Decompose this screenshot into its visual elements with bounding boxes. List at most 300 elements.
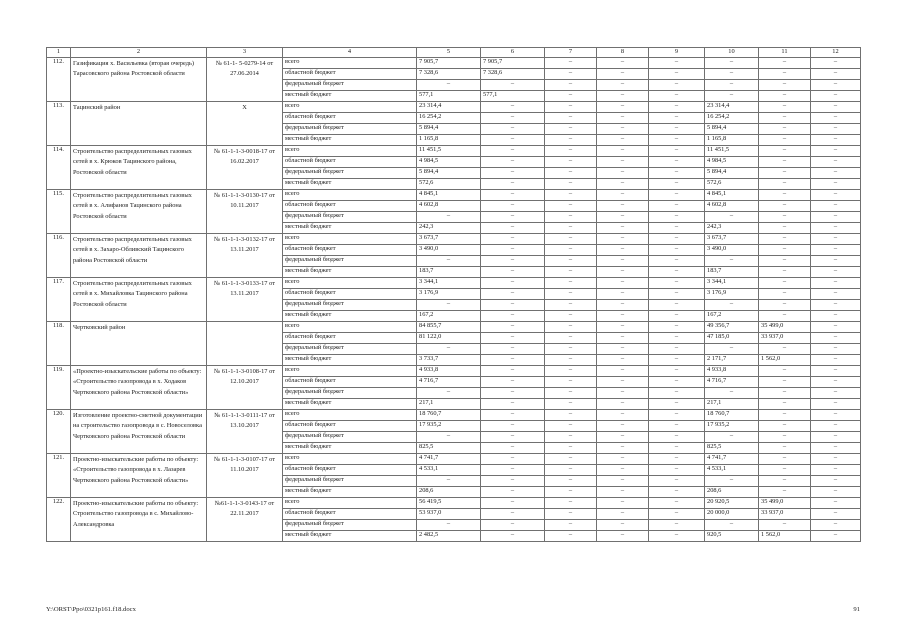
amount-cell: – xyxy=(545,399,597,410)
amount-cell: – xyxy=(545,476,597,487)
amount-cell: – xyxy=(759,487,811,498)
funding-source: всего xyxy=(283,234,417,245)
amount-cell: – xyxy=(597,201,649,212)
amount-cell: – xyxy=(597,102,649,113)
amount-cell: – xyxy=(545,454,597,465)
document-number: № 61-1-1-3-0018-17 от 16.02.2017 xyxy=(207,146,283,190)
amount-cell: 2 171,7 xyxy=(705,355,759,366)
amount-cell: – xyxy=(649,487,705,498)
document-number: № 61-1-1-3-0130-17 от 10.11.2017 xyxy=(207,190,283,234)
amount-cell: – xyxy=(649,223,705,234)
amount-cell: – xyxy=(597,509,649,520)
amount-cell: – xyxy=(481,465,545,476)
amount-cell: – xyxy=(481,256,545,267)
amount-cell: – xyxy=(811,333,861,344)
amount-cell: – xyxy=(811,256,861,267)
amount-cell: – xyxy=(417,212,481,223)
column-header: 1 xyxy=(47,48,71,58)
amount-cell: – xyxy=(545,69,597,80)
amount-cell: – xyxy=(811,146,861,157)
column-header: 12 xyxy=(811,48,861,58)
row-number: 112. xyxy=(47,58,71,102)
amount-cell: – xyxy=(759,289,811,300)
amount-cell: 35 499,0 xyxy=(759,322,811,333)
row-number: 116. xyxy=(47,234,71,278)
object-name: Строительство распределительных газовых сетей в х. Алифанов Тацинского района Ростовской области xyxy=(71,190,207,234)
amount-cell: – xyxy=(649,454,705,465)
amount-cell: – xyxy=(759,300,811,311)
table-row xyxy=(47,498,861,509)
amount-cell: – xyxy=(481,168,545,179)
amount-cell: – xyxy=(481,355,545,366)
amount-cell: 84 855,7 xyxy=(417,322,481,333)
amount-cell: 5 894,4 xyxy=(417,124,481,135)
amount-cell: – xyxy=(597,168,649,179)
amount-cell: – xyxy=(597,113,649,124)
amount-cell: – xyxy=(597,289,649,300)
amount-cell: – xyxy=(649,443,705,454)
amount-cell: – xyxy=(649,234,705,245)
amount-cell: 3 344,1 xyxy=(705,278,759,289)
column-header: 11 xyxy=(759,48,811,58)
column-header: 6 xyxy=(481,48,545,58)
amount-cell: – xyxy=(545,223,597,234)
amount-cell: – xyxy=(545,520,597,531)
amount-cell: – xyxy=(545,531,597,542)
amount-cell: 20 000,0 xyxy=(705,509,759,520)
row-number: 113. xyxy=(47,102,71,146)
amount-cell: 16 254,2 xyxy=(417,113,481,124)
object-name: Чертковский район xyxy=(71,322,207,366)
amount-cell: – xyxy=(417,388,481,399)
amount-cell: – xyxy=(481,399,545,410)
amount-cell: – xyxy=(649,113,705,124)
funding-source: областной бюджет xyxy=(283,69,417,80)
amount-cell: – xyxy=(649,333,705,344)
amount-cell: – xyxy=(545,201,597,212)
amount-cell: 1 165,8 xyxy=(417,135,481,146)
amount-cell: – xyxy=(811,80,861,91)
amount-cell: – xyxy=(545,80,597,91)
amount-cell: – xyxy=(649,69,705,80)
funding-source: местный бюджет xyxy=(283,311,417,322)
funding-source: федеральный бюджет xyxy=(283,388,417,399)
amount-cell: – xyxy=(481,135,545,146)
amount-cell: – xyxy=(759,91,811,102)
amount-cell: – xyxy=(597,465,649,476)
amount-cell: – xyxy=(649,311,705,322)
row-number: 114. xyxy=(47,146,71,190)
object-name: Проектно-изыскательские работы по объекту: «Строительство газопровода в х. Лазарев Чертковского района Ростовской области» xyxy=(71,454,207,498)
amount-cell: – xyxy=(649,124,705,135)
funding-source: федеральный бюджет xyxy=(283,344,417,355)
table-body xyxy=(47,58,861,542)
amount-cell: 183,7 xyxy=(417,267,481,278)
amount-cell: – xyxy=(597,432,649,443)
amount-cell: – xyxy=(481,223,545,234)
amount-cell: – xyxy=(481,190,545,201)
amount-cell: – xyxy=(759,443,811,454)
header-row xyxy=(47,48,861,58)
amount-cell: 5 894,4 xyxy=(705,168,759,179)
document-number: Х xyxy=(207,102,283,146)
amount-cell: 572,6 xyxy=(705,179,759,190)
funding-source: областной бюджет xyxy=(283,245,417,256)
amount-cell: – xyxy=(759,102,811,113)
amount-cell: – xyxy=(545,410,597,421)
amount-cell: 4 741,7 xyxy=(705,454,759,465)
document-number: № 61-1-1-3-0133-17 от 13.11.2017 xyxy=(207,278,283,322)
document-number: № 61-1-1-3-0108-17 от 12.10.2017 xyxy=(207,366,283,410)
document-number: №61-1-1-3-0143-17 от 22.11.2017 xyxy=(207,498,283,542)
amount-cell: – xyxy=(597,124,649,135)
amount-cell: – xyxy=(545,113,597,124)
object-name: Строительство распределительных газовых сетей в х. Захаро-Обливский Тацинского района Ростовской области xyxy=(71,234,207,278)
amount-cell: – xyxy=(705,80,759,91)
amount-cell: – xyxy=(811,58,861,69)
amount-cell: 920,5 xyxy=(705,531,759,542)
funding-source: федеральный бюджет xyxy=(283,80,417,91)
amount-cell: – xyxy=(811,487,861,498)
row-number: 115. xyxy=(47,190,71,234)
column-header: 5 xyxy=(417,48,481,58)
amount-cell: 2 482,5 xyxy=(417,531,481,542)
amount-cell: 3 733,7 xyxy=(417,355,481,366)
amount-cell: – xyxy=(811,69,861,80)
object-name: Строительство распределительных газовых сетей в х. Крюков Тацинского района, Ростовской области xyxy=(71,146,207,190)
funding-source: местный бюджет xyxy=(283,531,417,542)
amount-cell: – xyxy=(597,520,649,531)
funding-source: всего xyxy=(283,278,417,289)
amount-cell: – xyxy=(705,256,759,267)
amount-cell: – xyxy=(811,377,861,388)
amount-cell: – xyxy=(481,311,545,322)
amount-cell: – xyxy=(811,179,861,190)
amount-cell: – xyxy=(481,124,545,135)
amount-cell: – xyxy=(481,113,545,124)
amount-cell: – xyxy=(759,223,811,234)
amount-cell: – xyxy=(545,333,597,344)
funding-source: областной бюджет xyxy=(283,201,417,212)
amount-cell: – xyxy=(811,278,861,289)
amount-cell: – xyxy=(481,179,545,190)
object-name: Изготовление проектно-сметной документации на строительство газопровода в с. Новоселовка Чертковского района Ростовской области xyxy=(71,410,207,454)
amount-cell: – xyxy=(811,91,861,102)
amount-cell: – xyxy=(417,476,481,487)
amount-cell: – xyxy=(597,69,649,80)
table-row xyxy=(47,234,861,245)
amount-cell: – xyxy=(481,498,545,509)
amount-cell: – xyxy=(811,124,861,135)
amount-cell: – xyxy=(597,344,649,355)
amount-cell: – xyxy=(811,421,861,432)
amount-cell: – xyxy=(481,410,545,421)
object-name: Газификация х. Васильевка (вторая очередь) Тарасовского района Ростовской области xyxy=(71,58,207,102)
amount-cell: 4 984,5 xyxy=(417,157,481,168)
amount-cell: – xyxy=(705,520,759,531)
amount-cell: – xyxy=(545,146,597,157)
table-row xyxy=(47,278,861,289)
column-header: 3 xyxy=(207,48,283,58)
amount-cell: – xyxy=(597,333,649,344)
column-header: 2 xyxy=(71,48,207,58)
amount-cell: – xyxy=(545,432,597,443)
amount-cell: 4 984,5 xyxy=(705,157,759,168)
amount-cell: 3 673,7 xyxy=(705,234,759,245)
amount-cell: – xyxy=(811,454,861,465)
amount-cell: – xyxy=(649,355,705,366)
funding-source: областной бюджет xyxy=(283,421,417,432)
amount-cell: – xyxy=(759,278,811,289)
amount-cell: – xyxy=(545,179,597,190)
amount-cell: – xyxy=(705,58,759,69)
amount-cell: – xyxy=(705,476,759,487)
amount-cell: – xyxy=(545,124,597,135)
funding-source: местный бюджет xyxy=(283,487,417,498)
amount-cell: – xyxy=(481,366,545,377)
column-header: 10 xyxy=(705,48,759,58)
table-row xyxy=(47,322,861,333)
table-row xyxy=(47,146,861,157)
amount-cell: 17 935,2 xyxy=(705,421,759,432)
amount-cell: 18 760,7 xyxy=(417,410,481,421)
amount-cell: – xyxy=(417,344,481,355)
amount-cell: 3 490,0 xyxy=(705,245,759,256)
funding-source: местный бюджет xyxy=(283,91,417,102)
amount-cell: 11 451,5 xyxy=(705,146,759,157)
amount-cell: – xyxy=(811,443,861,454)
amount-cell: – xyxy=(545,168,597,179)
amount-cell: – xyxy=(545,267,597,278)
amount-cell: 16 254,2 xyxy=(705,113,759,124)
amount-cell: 47 185,0 xyxy=(705,333,759,344)
funding-source: всего xyxy=(283,102,417,113)
amount-cell: – xyxy=(481,476,545,487)
amount-cell: – xyxy=(759,135,811,146)
amount-cell: – xyxy=(759,465,811,476)
funding-source: федеральный бюджет xyxy=(283,212,417,223)
amount-cell: – xyxy=(597,234,649,245)
amount-cell: – xyxy=(597,388,649,399)
amount-cell: – xyxy=(759,80,811,91)
amount-cell: – xyxy=(649,377,705,388)
amount-cell: – xyxy=(481,520,545,531)
amount-cell: – xyxy=(649,300,705,311)
amount-cell: – xyxy=(811,344,861,355)
table-row xyxy=(47,366,861,377)
funding-source: федеральный бюджет xyxy=(283,520,417,531)
amount-cell: 23 314,4 xyxy=(417,102,481,113)
amount-cell: – xyxy=(649,146,705,157)
amount-cell: – xyxy=(811,498,861,509)
amount-cell: – xyxy=(417,300,481,311)
amount-cell: – xyxy=(759,520,811,531)
amount-cell: – xyxy=(811,223,861,234)
amount-cell: – xyxy=(759,410,811,421)
amount-cell: – xyxy=(597,531,649,542)
amount-cell: – xyxy=(811,399,861,410)
row-number: 117. xyxy=(47,278,71,322)
amount-cell: – xyxy=(597,146,649,157)
amount-cell: – xyxy=(705,69,759,80)
amount-cell: 1 562,0 xyxy=(759,531,811,542)
amount-cell: – xyxy=(811,234,861,245)
amount-cell: 49 356,7 xyxy=(705,322,759,333)
amount-cell: – xyxy=(545,311,597,322)
funding-source: федеральный бюджет xyxy=(283,432,417,443)
amount-cell: – xyxy=(597,157,649,168)
amount-cell: – xyxy=(545,421,597,432)
document-number: № 61-1-1-3-0107-17 от 11.10.2017 xyxy=(207,454,283,498)
amount-cell: – xyxy=(811,311,861,322)
amount-cell: – xyxy=(811,509,861,520)
amount-cell: – xyxy=(545,245,597,256)
amount-cell: – xyxy=(417,520,481,531)
amount-cell: – xyxy=(545,355,597,366)
table-row xyxy=(47,410,861,421)
amount-cell: – xyxy=(545,234,597,245)
amount-cell: – xyxy=(597,267,649,278)
amount-cell: – xyxy=(597,498,649,509)
amount-cell: – xyxy=(811,520,861,531)
amount-cell: – xyxy=(545,135,597,146)
amount-cell: – xyxy=(649,388,705,399)
amount-cell: – xyxy=(649,278,705,289)
column-header: 4 xyxy=(283,48,417,58)
amount-cell: – xyxy=(649,80,705,91)
amount-cell: – xyxy=(481,322,545,333)
amount-cell: – xyxy=(545,366,597,377)
amount-cell: 242,3 xyxy=(705,223,759,234)
amount-cell: – xyxy=(705,91,759,102)
amount-cell: – xyxy=(597,80,649,91)
amount-cell: – xyxy=(759,179,811,190)
amount-cell: – xyxy=(481,333,545,344)
amount-cell: – xyxy=(811,201,861,212)
amount-cell: 4 716,7 xyxy=(417,377,481,388)
amount-cell: – xyxy=(481,146,545,157)
amount-cell: – xyxy=(597,58,649,69)
amount-cell: – xyxy=(481,388,545,399)
funding-source: всего xyxy=(283,366,417,377)
funding-source: местный бюджет xyxy=(283,355,417,366)
amount-cell: – xyxy=(759,454,811,465)
amount-cell: 7 328,6 xyxy=(417,69,481,80)
amount-cell: – xyxy=(811,245,861,256)
amount-cell: – xyxy=(649,410,705,421)
amount-cell: – xyxy=(545,58,597,69)
amount-cell: 7 905,7 xyxy=(417,58,481,69)
funding-source: всего xyxy=(283,322,417,333)
amount-cell: – xyxy=(811,102,861,113)
amount-cell: – xyxy=(597,476,649,487)
amount-cell: – xyxy=(481,212,545,223)
funding-source: областной бюджет xyxy=(283,509,417,520)
funding-source: федеральный бюджет xyxy=(283,256,417,267)
amount-cell: 5 894,4 xyxy=(417,168,481,179)
amount-cell: 1 562,0 xyxy=(759,355,811,366)
amount-cell: – xyxy=(597,311,649,322)
amount-cell: – xyxy=(597,212,649,223)
amount-cell: – xyxy=(545,509,597,520)
amount-cell: – xyxy=(759,69,811,80)
amount-cell: – xyxy=(545,190,597,201)
amount-cell: – xyxy=(649,190,705,201)
amount-cell: – xyxy=(481,300,545,311)
amount-cell: 3 344,1 xyxy=(417,278,481,289)
amount-cell: – xyxy=(705,388,759,399)
amount-cell: – xyxy=(481,454,545,465)
row-number: 119. xyxy=(47,366,71,410)
amount-cell: – xyxy=(811,355,861,366)
amount-cell: – xyxy=(545,388,597,399)
object-name: «Проектно-изыскательские работы по объекту: «Строительство газопровода в х. Ходаков Чертковского района Ростовской области» xyxy=(71,366,207,410)
amount-cell: – xyxy=(597,399,649,410)
amount-cell: – xyxy=(597,278,649,289)
amount-cell: 3 176,9 xyxy=(705,289,759,300)
amount-cell: – xyxy=(597,377,649,388)
amount-cell: – xyxy=(597,190,649,201)
amount-cell: – xyxy=(597,245,649,256)
amount-cell: – xyxy=(811,212,861,223)
funding-source: всего xyxy=(283,58,417,69)
amount-cell: 20 920,5 xyxy=(705,498,759,509)
amount-cell: – xyxy=(811,476,861,487)
amount-cell: 81 122,0 xyxy=(417,333,481,344)
amount-cell: – xyxy=(481,432,545,443)
amount-cell: 572,6 xyxy=(417,179,481,190)
amount-cell: – xyxy=(417,80,481,91)
amount-cell: – xyxy=(649,58,705,69)
amount-cell: – xyxy=(759,58,811,69)
amount-cell: 577,1 xyxy=(481,91,545,102)
table-row xyxy=(47,58,861,69)
amount-cell: – xyxy=(597,454,649,465)
amount-cell: – xyxy=(545,278,597,289)
funding-source: всего xyxy=(283,410,417,421)
object-name: Тацинский район xyxy=(71,102,207,146)
amount-cell: 35 499,0 xyxy=(759,498,811,509)
amount-cell: 1 165,8 xyxy=(705,135,759,146)
amount-cell: – xyxy=(649,179,705,190)
amount-cell: – xyxy=(649,531,705,542)
amount-cell: – xyxy=(597,91,649,102)
funding-source: всего xyxy=(283,190,417,201)
amount-cell: 4 845,1 xyxy=(705,190,759,201)
amount-cell: – xyxy=(705,212,759,223)
amount-cell: – xyxy=(417,256,481,267)
column-header: 8 xyxy=(597,48,649,58)
amount-cell: – xyxy=(649,476,705,487)
amount-cell: – xyxy=(649,509,705,520)
amount-cell: – xyxy=(811,410,861,421)
amount-cell: 53 937,0 xyxy=(417,509,481,520)
amount-cell: – xyxy=(759,399,811,410)
funding-source: всего xyxy=(283,454,417,465)
amount-cell: – xyxy=(597,135,649,146)
amount-cell: 7 905,7 xyxy=(481,58,545,69)
amount-cell: – xyxy=(545,102,597,113)
amount-cell: 4 533,1 xyxy=(705,465,759,476)
amount-cell: – xyxy=(597,256,649,267)
amount-cell: – xyxy=(649,432,705,443)
row-number: 122. xyxy=(47,498,71,542)
amount-cell: – xyxy=(597,179,649,190)
amount-cell: – xyxy=(545,322,597,333)
table-row xyxy=(47,102,861,113)
amount-cell: 7 328,6 xyxy=(481,69,545,80)
funding-source: местный бюджет xyxy=(283,179,417,190)
